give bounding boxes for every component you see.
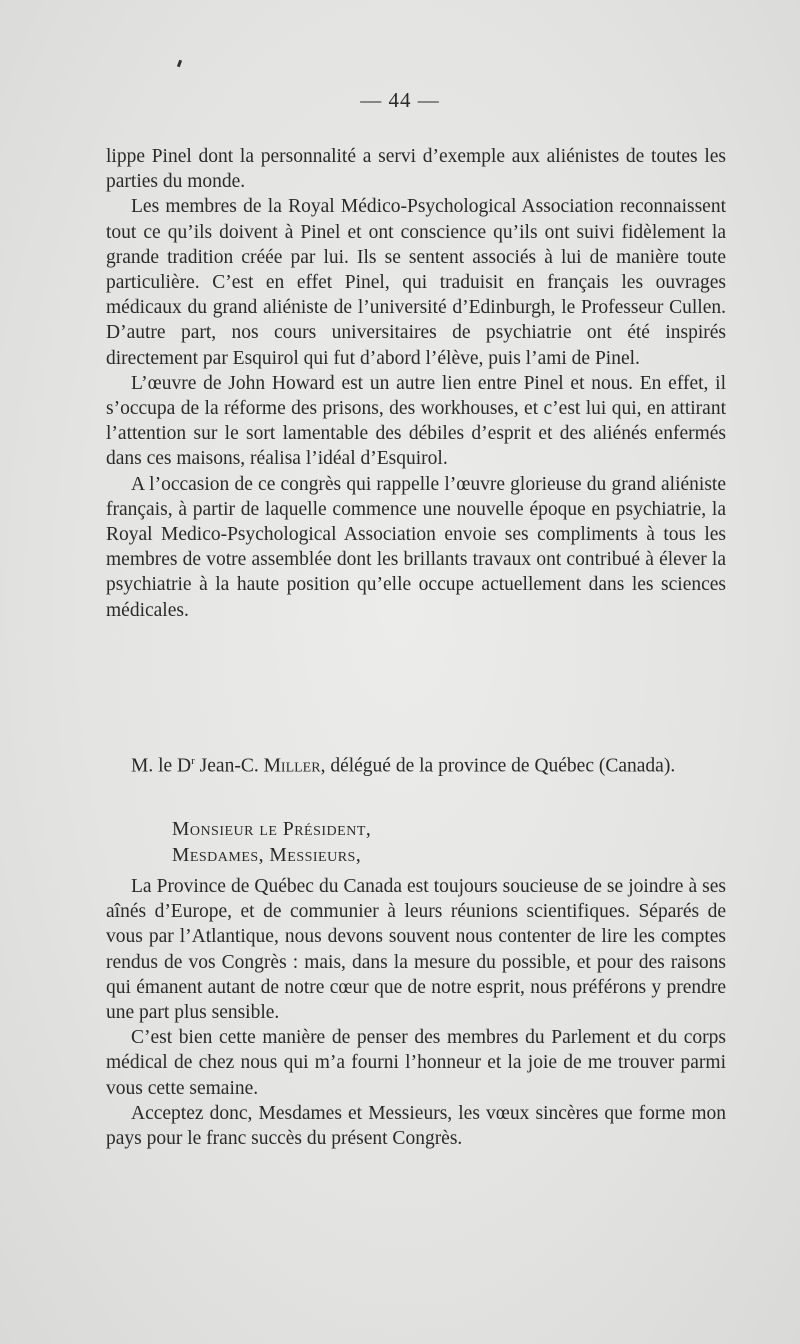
speaker-line (106, 749, 726, 779)
speaker-prefix: M. le D (131, 755, 192, 777)
body-text-top (106, 144, 726, 623)
speaker-first-name: Jean-C. (194, 755, 264, 777)
paragraph: lippe Pinel dont la personnalité a servi d’exemple aux aliénistes de toutes les parties du monde. (106, 146, 726, 193)
body-text-bottom (106, 874, 726, 1151)
paragraph: Les membres de la Royal Médico-Psychological Association reconnaissent tout ce qu’ils doivent à Pinel et ont conscience qu’ils ont suivi fidèlement la grande tradition créée par lui. Ils se sentent associés à lui de manière toute particulière. C’est en effet Pinel, qui traduisit en français les ouvrages médicaux du grand aliéniste de l’université d’Edinburgh, le Professeur Cullen. D’autre part, nos cours universitaires de psychiatrie ont été inspirés directement par Esquirol qui fut d’abord l’élève, puis l’ami de Pinel. (106, 196, 726, 369)
salutation (172, 817, 371, 868)
page-number: — 44 — (360, 88, 440, 112)
speaker-role: , délégué de la province de Québec (Canada). (320, 755, 676, 777)
paragraph: C’est bien cette manière de penser des membres du Parlement et du corps médical de chez nous qui m’a fourni l’honneur et la joie de me trouver parmi vous cette semaine. (106, 1027, 726, 1099)
paragraph: A l’occasion de ce congrès qui rappelle l’œuvre glorieuse du grand aliéniste français, à partir de laquelle commence une nouvelle époque en psychiatrie, la Royal Medico-Psychological Association envoie ses compliments à tous les membres de votre assemblée dont les brillants travaux ont contribué à élever la psychiatrie à la haute position qu’elle occupe actuellement dans les sciences médicales. (106, 473, 726, 621)
speaker-last-name: Miller (263, 755, 321, 777)
paragraph: La Province de Québec du Canada est toujours soucieuse de se joindre à ses aînés d’Europe, et de communier à leurs réunions scientifiques. Séparés de vous par l’Atlantique, nous devons souvent nous contenter de lire les comptes rendus de vos Congrès : mais, dans la mesure du possible, et pour des raisons qui émanent autant de notre cœur que de notre esprit, nous préférons y prendre une part plus sensible. (106, 876, 726, 1024)
paragraph: L’œuvre de John Howard est un autre lien entre Pinel et nous. En effet, il s’occupa de la réforme des prisons, des workhouses, et c’est lui qui, en attirant l’attention sur le sort lamentable des débiles d’esprit et des aliénés enfermés dans ces maisons, réalisa l’idéal d’Esquirol. (106, 372, 726, 470)
speaker-title-sup: r (191, 755, 195, 767)
salutation-line: Mesdames, Messieurs, (172, 844, 362, 866)
speaker-intro (106, 749, 726, 779)
ink-speck (177, 60, 182, 68)
paragraph: Acceptez donc, Mesdames et Messieurs, les vœux sincères que forme mon pays pour le franc succès du présent Congrès. (106, 1102, 726, 1150)
salutation-line: Monsieur le Président, (172, 819, 372, 840)
